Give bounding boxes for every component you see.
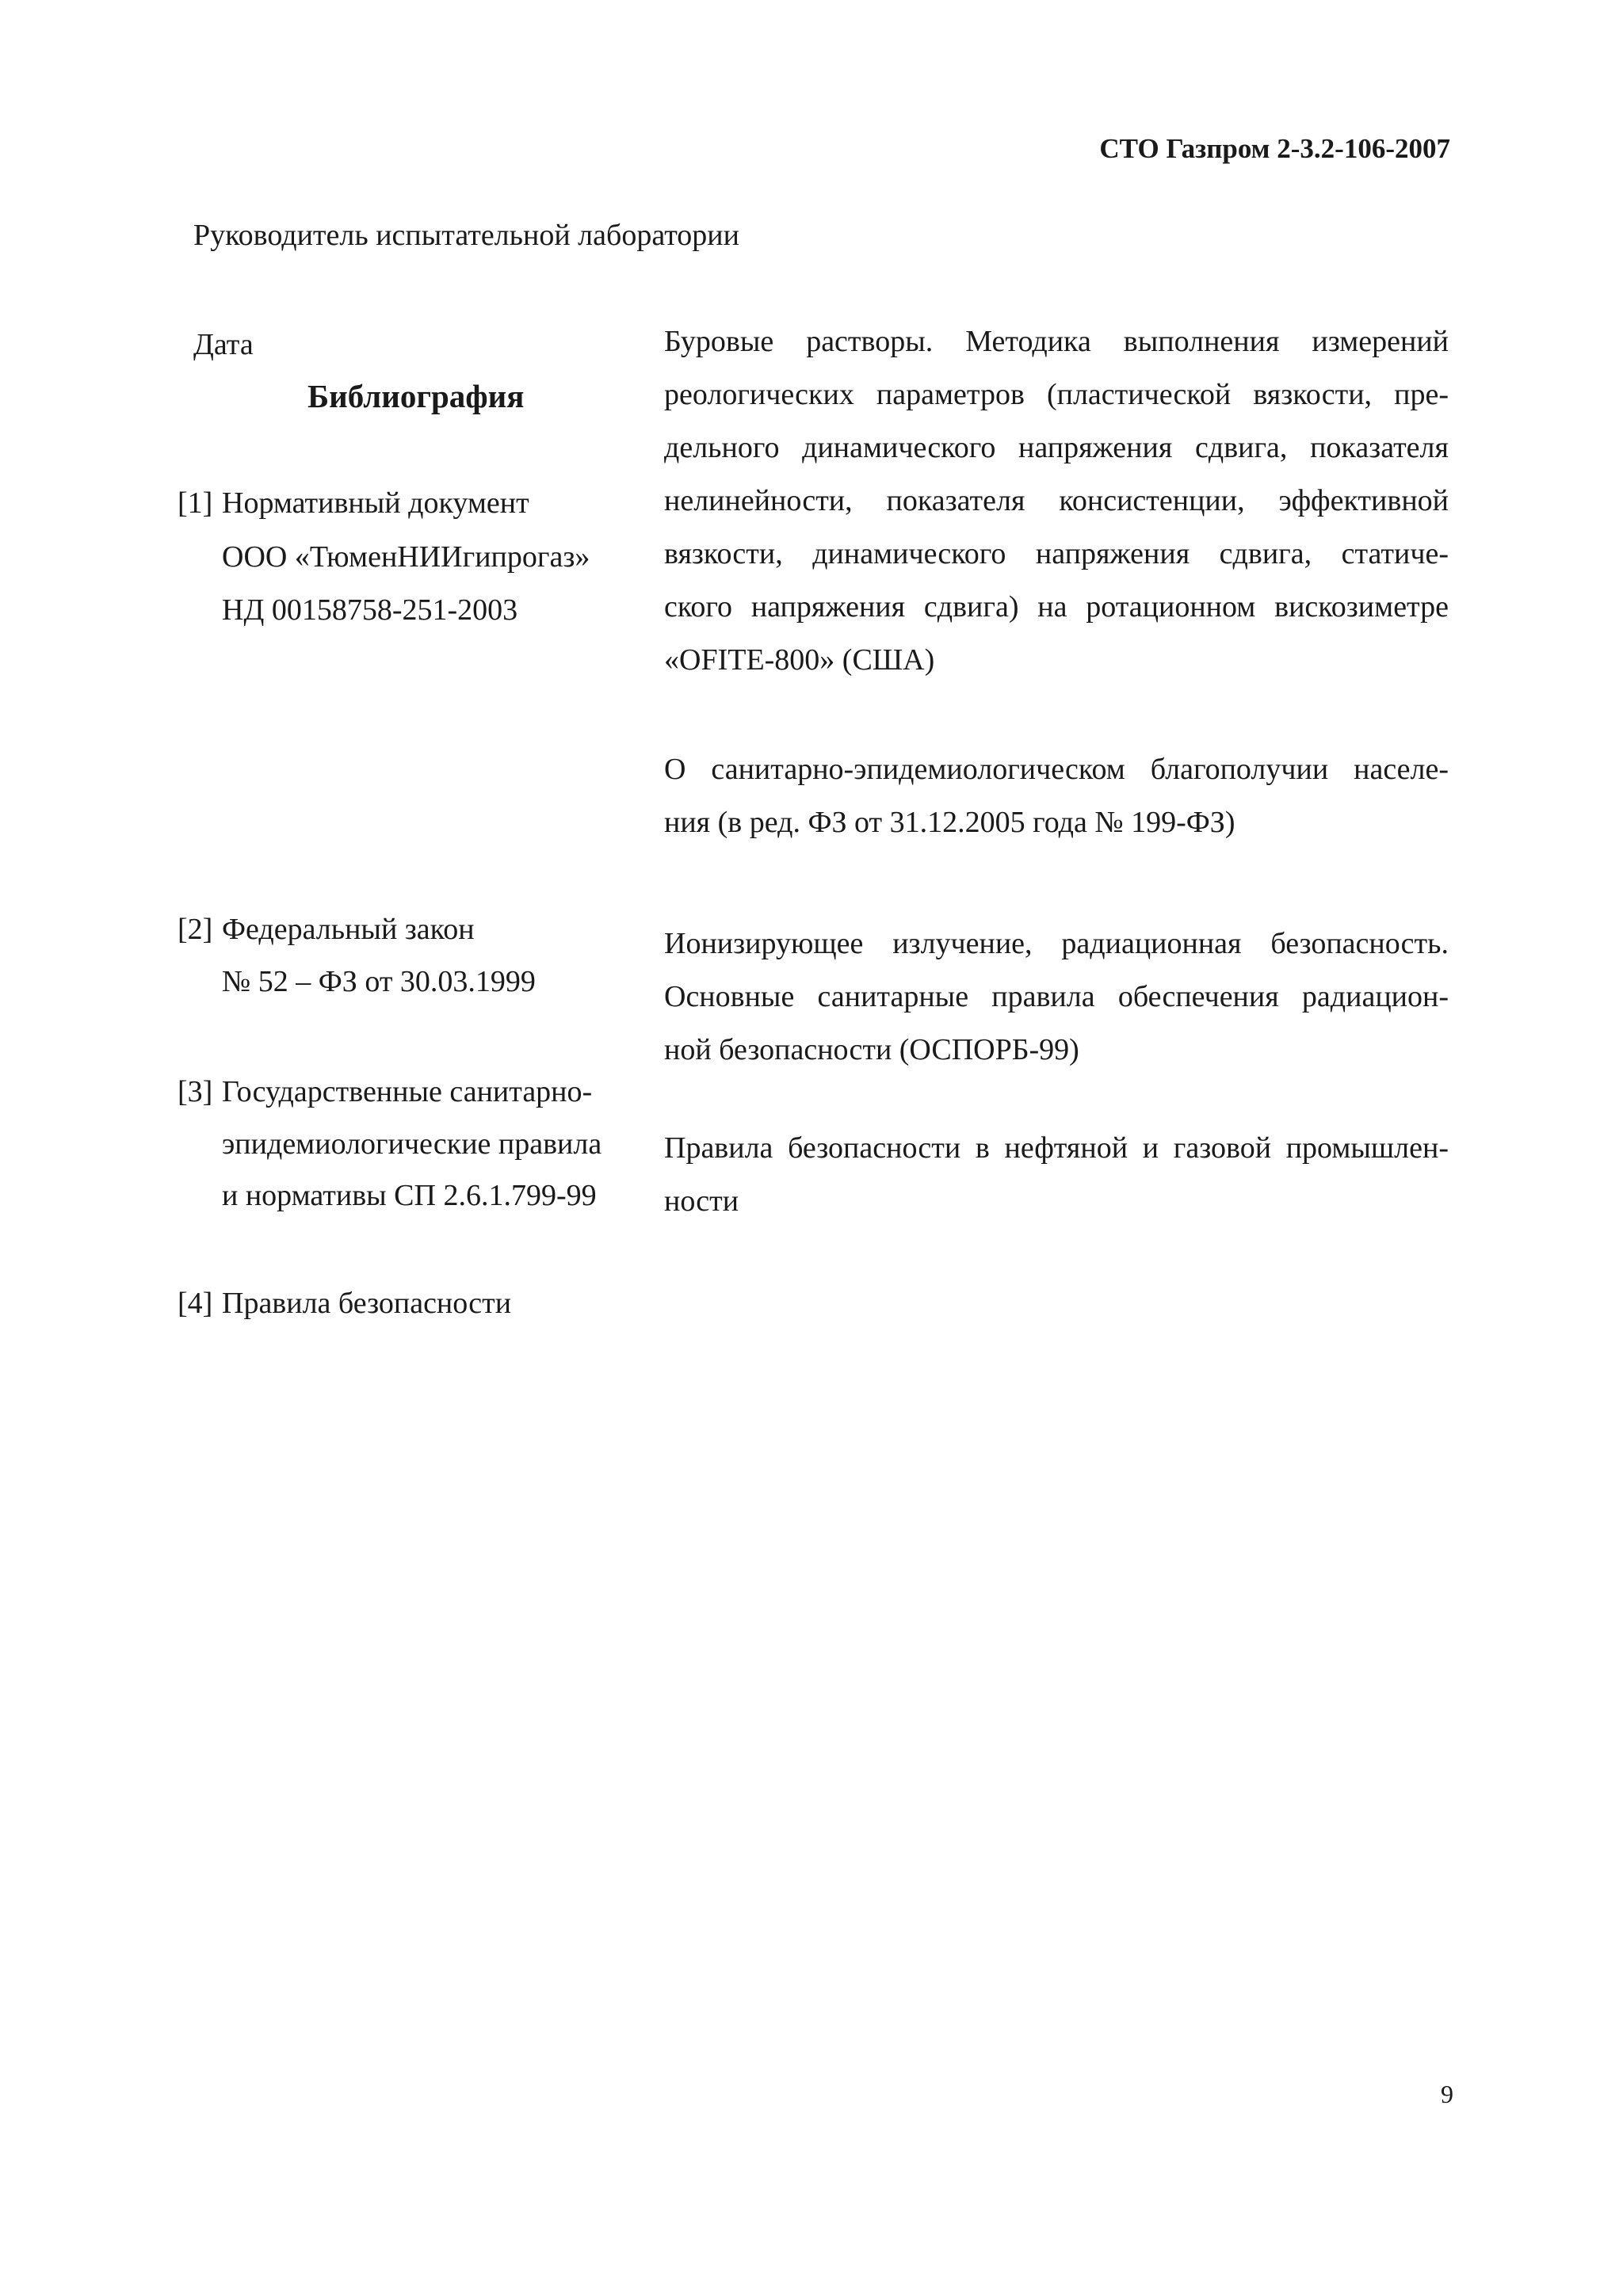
entry-line: эпидемиологические правила (222, 1127, 602, 1161)
description-line: «OFITE-800» (США) (664, 643, 935, 677)
entry-number: [1] (178, 486, 213, 520)
description-line: Буровые растворы. Методика выполнения измерений (664, 325, 1449, 358)
description-line: Основные санитарные правила обеспечения радиацион- (664, 980, 1449, 1013)
bibliography-description-4 (664, 1122, 1449, 1228)
entry-number: [3] (178, 1075, 213, 1108)
description-line: ной безопасности (ОСПОРБ-99) (664, 1033, 1079, 1066)
bibliography-description-3 (664, 917, 1449, 1077)
entry-number: [2] (178, 913, 213, 946)
description-line: нелинейности, показателя консистенции, эффективной (664, 484, 1449, 517)
bibliography-description-2 (664, 743, 1449, 849)
description-line: ния (в ред. ФЗ от 31.12.2005 года № 199-ФЗ) (664, 806, 1235, 839)
page-number: 9 (1441, 2080, 1453, 2108)
description-line: Ионизирующее излучение, радиационная безопасность. (664, 927, 1449, 960)
description-line: реологических параметров (пластической вязкости, пре- (664, 378, 1449, 411)
entry-line: Государственные санитарно- (222, 1075, 593, 1108)
description-line: О санитарно-эпидемиологическом благополучии населе- (664, 753, 1449, 786)
entry-line: Федеральный закон (222, 913, 475, 946)
bibliography-description-1 (664, 315, 1449, 687)
description-line: Правила безопасности в нефтяной и газовой промышлен- (664, 1131, 1449, 1165)
bibliography-title: Библиография (307, 378, 525, 414)
entry-line: Нормативный документ (222, 486, 529, 520)
document-code-header: СТО Газпром 2-3.2-106-2007 (1099, 133, 1450, 164)
entry-line: № 52 – ФЗ от 30.03.1999 (222, 965, 536, 998)
description-line: ности (664, 1184, 739, 1218)
entry-line: Правила безопасности (222, 1287, 512, 1320)
entry-line: НД 00158758-251-2003 (222, 593, 518, 627)
lab-head-label: Руководитель испытательной лаборатории (193, 219, 739, 252)
description-line: ского напряжения сдвига) на ротационном вискозиметре (664, 590, 1449, 624)
date-label: Дата (193, 328, 254, 361)
description-line: дельного динамического напряжения сдвига, показателя (664, 431, 1449, 464)
entry-line: ООО «ТюменНИИгипрогаз» (222, 540, 590, 574)
entry-line: и нормативы СП 2.6.1.799-99 (222, 1179, 597, 1212)
description-line: вязкости, динамического напряжения сдвига, статиче- (664, 537, 1449, 570)
entry-number: [4] (178, 1287, 213, 1320)
